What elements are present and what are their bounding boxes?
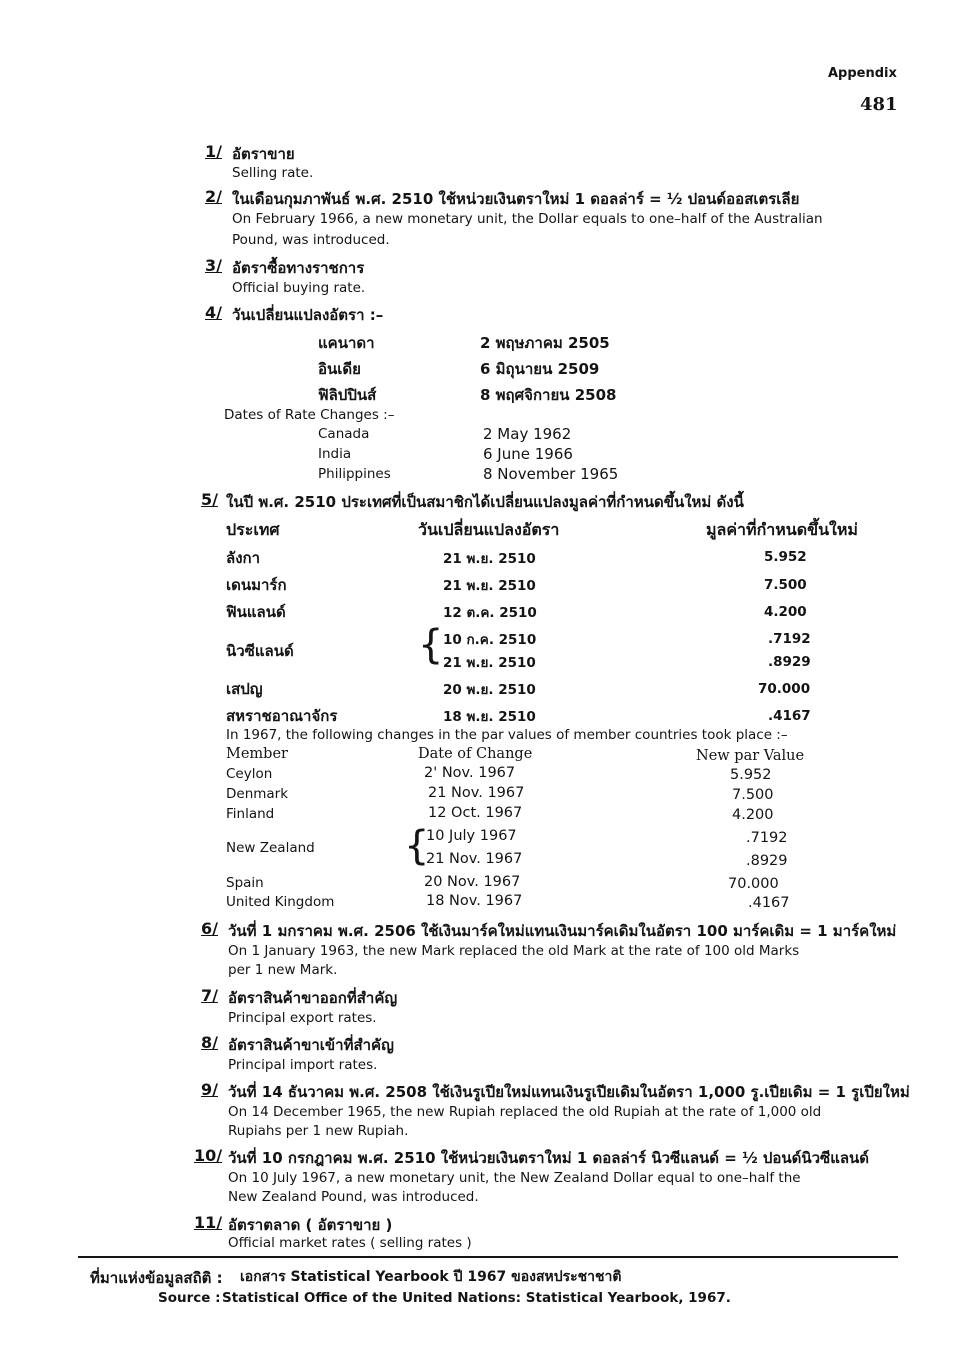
note-4-en-country: Philippines [318,466,391,482]
note-1-english: Selling rate. [232,165,314,181]
note-5-th-date: 21 พ.ย. 2510 [443,655,536,671]
note-5-th-value: 70.000 [758,681,811,697]
note-5-th-header-date: วันเปลี่ยนแปลงอัตรา [418,520,560,539]
note-5-th-value: .4167 [768,708,811,724]
note-5-en-value: 7.500 [732,787,774,803]
note-2-thai: ในเดือนกุมภาพันธ์ พ.ศ. 2510 ใช้หน่วยเงินตราใหม่ 1 ดอลล่าร์ = ½ ปอนด์ออสเตรเลีย [232,190,800,208]
note-5-th-country: สหราชอาณาจักร [226,707,338,725]
note-5-en-date: 21 Nov. 1967 [426,851,523,867]
note-5-en-value: 70.000 [728,876,779,892]
note-4-marker: 4/ [205,303,222,322]
note-4-en-country: India [318,446,352,462]
note-4-en-date: 2 May 1962 [483,425,572,443]
note-10-english-line1: On 10 July 1967, a new monetary unit, the New Zealand Dollar equal to one–half the [228,1170,801,1186]
note-7-thai: อัตราสินค้าขาออกที่สำคัญ [228,989,398,1007]
note-5-en-country: Spain [226,875,264,891]
note-5-en-header-date: Date of Change [418,746,533,762]
note-4-en-country: Canada [318,426,370,442]
note-5-en-date: 21 Nov. 1967 [428,785,525,801]
note-5-th-date: 20 พ.ย. 2510 [443,682,536,698]
note-5-en-country: New Zealand [226,840,315,856]
brace-icon: { [404,823,430,869]
note-5-th-date: 21 พ.ย. 2510 [443,578,536,594]
note-5-en-value: .4167 [748,895,790,911]
note-4-th-date: 2 พฤษภาคม 2505 [480,334,610,352]
note-4-en-heading: Dates of Rate Changes :– [224,407,395,423]
note-9-english-line2: Rupiahs per 1 new Rupiah. [228,1123,409,1139]
source-label-english: Source : [158,1290,221,1306]
note-3-thai: อัตราซื้อทางราชการ [232,259,365,277]
note-11-marker: 11/ [194,1213,223,1232]
note-5-th-value: 5.952 [764,549,807,565]
note-6-marker: 6/ [201,919,218,938]
note-10-english-line2: New Zealand Pound, was introduced. [228,1189,479,1205]
note-5-th-country: นิวซีแลนด์ [226,642,294,660]
note-5-th-value: .7192 [768,631,811,647]
note-6-thai: วันที่ 1 มกราคม พ.ศ. 2506 ใช้เงินมาร์คใหม่แทนเงินมาร์คเดิมในอัตรา 100 มาร์คเดิม = 1 มาร์คใหม่ [228,922,897,940]
note-5-en-country: Finland [226,806,275,822]
note-7-marker: 7/ [201,986,218,1005]
note-4-th-date: 8 พฤศจิกายน 2508 [480,386,617,404]
note-5-en-value: .7192 [746,830,788,846]
note-8-thai: อัตราสินค้าขาเข้าที่สำคัญ [228,1036,394,1054]
note-5-th-date: 21 พ.ย. 2510 [443,551,536,567]
note-4-th-country: แคนาดา [318,334,375,352]
note-9-thai: วันที่ 14 ธันวาคม พ.ศ. 2508 ใช้เงินรูเปียใหม่แทนเงินรูเปียเดิมในอัตรา 1,000 รู.เปียเดิม = 1 รูเปียใหม่ [228,1083,910,1101]
note-5-en-header-value: New par Value [696,748,805,764]
note-5-marker: 5/ [201,490,218,509]
note-3-english: Official buying rate. [232,280,366,296]
note-5-th-value: 4.200 [764,604,807,620]
note-5-en-date: 10 July 1967 [426,828,517,844]
page-number: 481 [860,94,898,115]
note-5-en-header-member: Member [226,746,288,762]
note-4-en-date: 6 June 1966 [483,445,573,463]
note-5-en-date: 2' Nov. 1967 [424,765,516,781]
note-1-thai: อัตราขาย [232,145,295,163]
note-5-en-value: 5.952 [730,767,772,783]
note-9-marker: 9/ [201,1080,218,1099]
note-5-thai: ในปี พ.ศ. 2510 ประเทศที่เป็นสมาชิกได้เปลี่ยนแปลงมูลค่าที่กำหนดขึ้นใหม่ ดังนี้ [226,493,744,511]
note-2-english-line1: On February 1966, a new monetary unit, the Dollar equals to one–half of the Australian [232,211,823,227]
note-1-marker: 1/ [205,142,222,161]
note-8-marker: 8/ [201,1033,218,1052]
note-4-thai: วันเปลี่ยนแปลงอัตรา :– [232,306,384,324]
note-5-en-value: 4.200 [732,807,774,823]
note-5-th-country: เดนมาร์ก [226,576,287,594]
appendix-label: Appendix [828,66,897,81]
note-2-english-line2: Pound, was introduced. [232,232,390,248]
note-8-english: Principal import rates. [228,1057,378,1073]
note-5-en-value: .8929 [746,853,788,869]
note-4-th-country: อินเดีย [318,360,361,378]
note-5-th-country: เสปญ [226,680,263,698]
note-5-en-date: 12 Oct. 1967 [428,805,523,821]
note-3-marker: 3/ [205,256,222,275]
source-text-english: Statistical Office of the United Nations: Statistical Yearbook, 1967. [222,1290,731,1306]
note-5-th-date: 10 ก.ค. 2510 [443,632,537,648]
note-5-th-value: .8929 [768,654,811,670]
note-5-th-country: ลังกา [226,549,261,567]
note-6-english-line2: per 1 new Mark. [228,962,338,978]
note-5-en-date: 18 Nov. 1967 [426,893,523,909]
note-2-marker: 2/ [205,187,222,206]
note-5-th-country: ฟินแลนด์ [226,603,286,621]
note-6-english-line1: On 1 January 1963, the new Mark replaced the old Mark at the rate of 100 old Marks [228,943,800,959]
note-11-english: Official market rates ( selling rates ) [228,1235,472,1251]
brace-icon: { [418,622,444,668]
note-4-th-country: ฟิลิปปินส์ [318,386,377,404]
note-11-thai: อัตราตลาด ( อัตราขาย ) [228,1216,393,1234]
note-5-en-date: 20 Nov. 1967 [424,874,521,890]
note-5-th-date: 18 พ.ย. 2510 [443,709,536,725]
note-5-en-intro: In 1967, the following changes in the par values of member countries took place :– [226,727,788,743]
source-text-thai: เอกสาร Statistical Yearbook ปี 1967 ของสหประชาชาติ [240,1269,622,1285]
source-label-thai: ที่มาแห่งข้อมูลสถิติ : [90,1269,223,1287]
note-9-english-line1: On 14 December 1965, the new Rupiah replaced the old Rupiah at the rate of 1,000 old [228,1104,822,1120]
note-5-th-header-country: ประเทศ [226,520,280,539]
note-7-english: Principal export rates. [228,1010,377,1026]
note-4-en-date: 8 November 1965 [483,465,619,483]
note-5-en-country: United Kingdom [226,894,335,910]
note-5-en-country: Denmark [226,786,289,802]
footer-divider [78,1256,898,1258]
note-10-marker: 10/ [194,1146,223,1165]
note-10-thai: วันที่ 10 กรกฎาคม พ.ศ. 2510 ใช้หน่วยเงินตราใหม่ 1 ดอลล่าร์ นิวซีแลนด์ = ½ ปอนด์นิวซีแลนด์ [228,1149,870,1167]
note-5-th-header-value: มูลค่าที่กำหนดขึ้นใหม่ [706,520,858,539]
note-4-th-date: 6 มิถุนายน 2509 [480,360,600,378]
note-5-en-country: Ceylon [226,766,273,782]
note-5-th-date: 12 ต.ค. 2510 [443,605,537,621]
note-5-th-value: 7.500 [764,577,807,593]
